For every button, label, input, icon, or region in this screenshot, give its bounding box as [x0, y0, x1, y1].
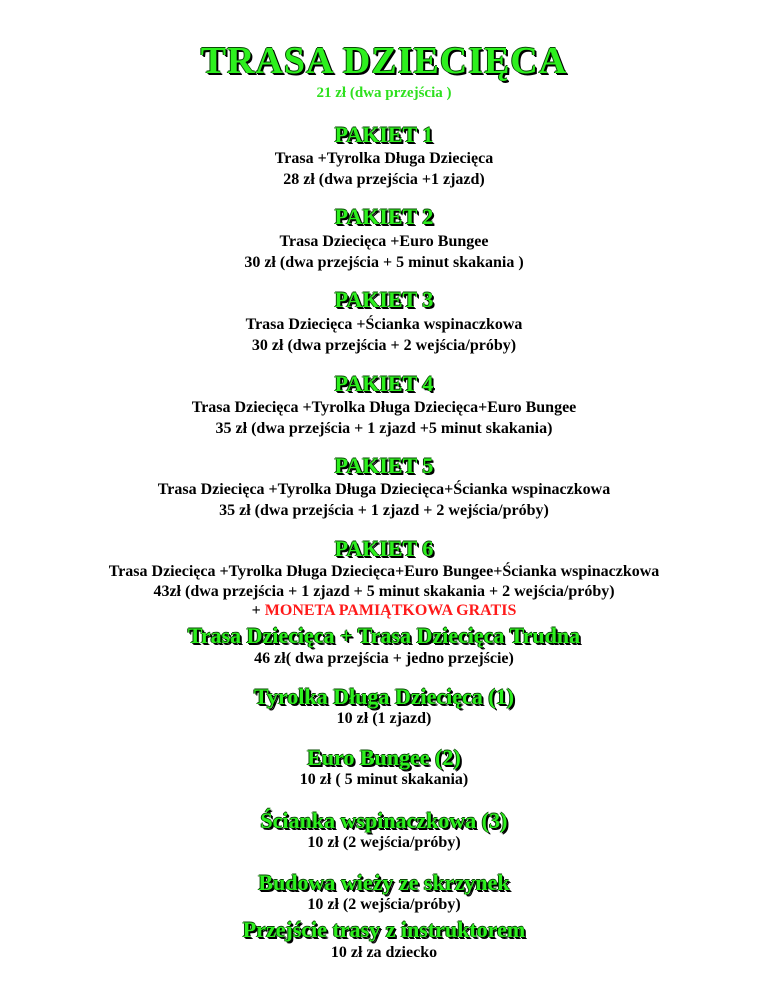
- extra-title-crate-tower: Budowa wieży ze skrzynek: [258, 870, 510, 895]
- package-title-5: PAKIET 5: [334, 453, 434, 478]
- package-title-6: PAKIET 6: [334, 536, 434, 561]
- package-5-description: Trasa Dziecięca +Tyrolka Długa Dziecięca+Ścianka wspinaczkowa: [157, 481, 611, 498]
- package-title-3: PAKIET 3: [334, 287, 434, 312]
- page-title: TRASA DZIECIĘCA: [200, 40, 568, 82]
- package-4-description: Trasa Dziecięca +Tyrolka Długa Dziecięca+Euro Bungee: [191, 399, 577, 416]
- extra-price-combo: 46 zł( dwa przejścia + jedno przejście): [254, 650, 514, 667]
- package-6-bonus-prefix: +: [251, 602, 265, 619]
- package-title-4: PAKIET 4: [334, 371, 434, 396]
- extra-price-crate-tower: 10 zł (2 wejścia/próby): [307, 896, 461, 913]
- package-3-description: Trasa Dziecięca +Ścianka wspinaczkowa: [245, 316, 523, 333]
- extra-title-bungee: Euro Bungee (2): [307, 745, 461, 770]
- extra-title-zipline: Tyrolka Długa Dziecięca (1): [253, 684, 515, 709]
- package-6-description: Trasa Dziecięca +Tyrolka Długa Dziecięca+Euro Bungee+Ścianka wspinaczkowa: [108, 563, 660, 580]
- package-6-bonus: [0, 603, 768, 619]
- bonus-gift-label: MONETA PAMIĄTKOWA GRATIS: [264, 602, 517, 619]
- package-5-price: 35 zł (dwa przejścia + 1 zjazd + 2 wejścia/próby): [219, 502, 549, 519]
- package-3-price: 30 zł (dwa przejścia + 2 wejścia/próby): [251, 337, 517, 354]
- package-1-description: Trasa +Tyrolka Długa Dziecięca: [274, 150, 494, 167]
- extra-price-zipline: 10 zł (1 zjazd): [336, 710, 432, 727]
- extra-price-climbing-wall: 10 zł (2 wejścia/próby): [307, 834, 461, 851]
- extra-title-combo: Trasa Dziecięca + Trasa Dziecięca Trudna: [187, 623, 581, 648]
- page-subtitle: 21 zł (dwa przejścia ): [316, 85, 452, 101]
- extra-price-bungee: 10 zł ( 5 minut skakania): [299, 771, 469, 788]
- package-title-1: PAKIET 1: [334, 122, 434, 147]
- extra-title-climbing-wall: Ścianka wspinaczkowa (3): [260, 808, 508, 833]
- package-title-2: PAKIET 2: [334, 204, 434, 229]
- package-4-price: 35 zł (dwa przejścia + 1 zjazd +5 minut skakania): [215, 420, 553, 437]
- extra-title-instructor: Przejście trasy z instruktorem: [242, 917, 526, 942]
- extra-price-instructor: 10 zł za dziecko: [330, 944, 438, 961]
- package-1-price: 28 zł (dwa przejścia +1 zjazd): [283, 171, 485, 188]
- package-6-price: 43zł (dwa przejścia + 1 zjazd + 5 minut skakania + 2 wejścia/próby): [153, 583, 615, 600]
- package-2-price: 30 zł (dwa przejścia + 5 minut skakania ): [244, 254, 524, 271]
- package-2-description: Trasa Dziecięca +Euro Bungee: [279, 233, 489, 250]
